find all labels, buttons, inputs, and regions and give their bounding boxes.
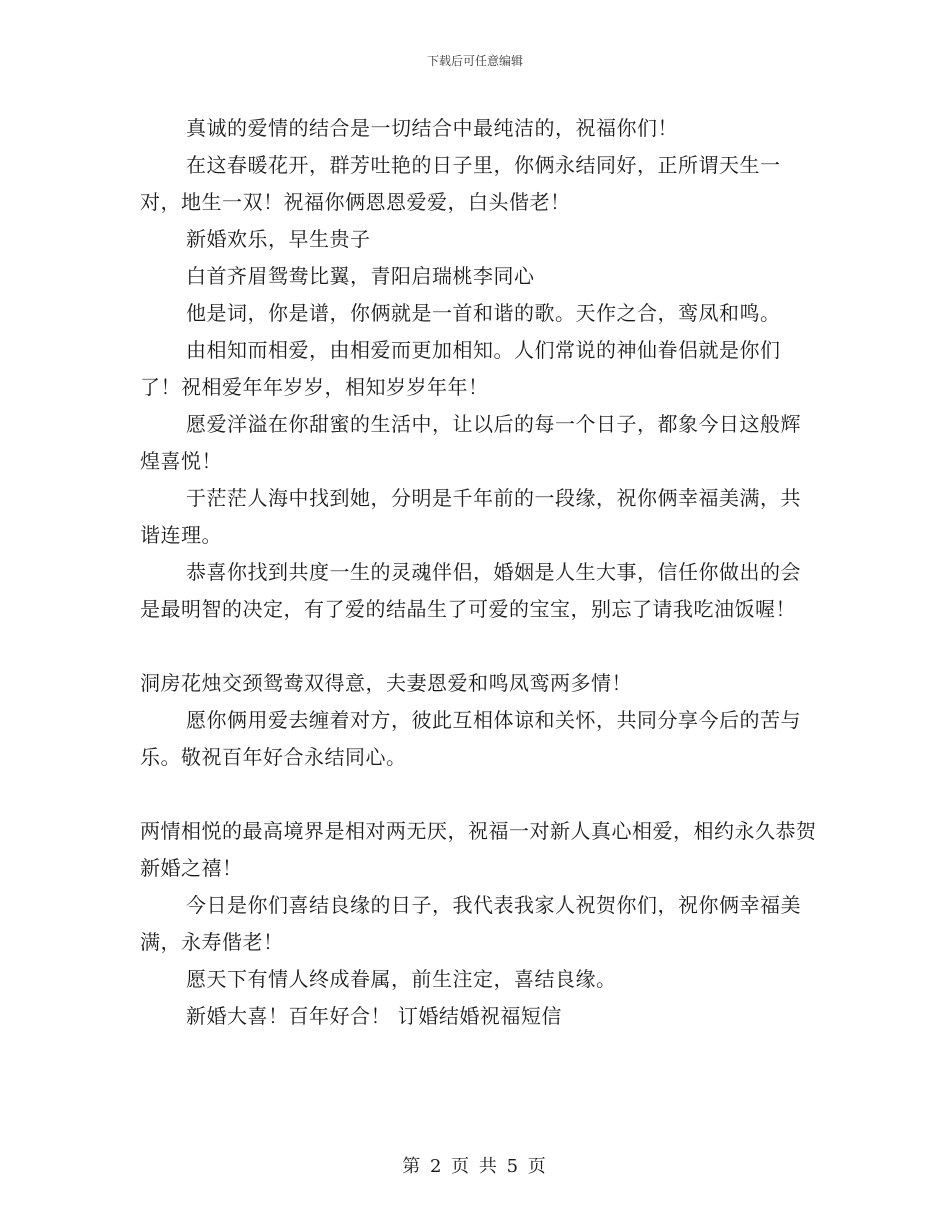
paragraph: 愿你俩用爱去缠着对方，彼此互相体谅和关怀，共同分享今后的苦与乐。敬祝百年好合永结同心。 bbox=[140, 708, 801, 769]
paragraph: 愿爱洋溢在你甜蜜的生活中，让以后的每一个日子，都象今日这般辉煌喜悦！ bbox=[140, 412, 801, 473]
paragraph: 由相知而相爱，由相爱而更加相知。人们常说的神仙眷侣就是你们了！祝相爱年年岁岁，相知岁岁年年！ bbox=[140, 338, 781, 399]
paragraph: 恭喜你找到共度一生的灵魂伴侣，婚姻是人生大事，信任你做出的会是最明智的决定，有了爱的结晶生了可爱的宝宝，别忘了请我吃油饭喔！ bbox=[140, 560, 801, 621]
paragraph: 今日是你们喜结良缘的日子，我代表我家人祝贺你们，祝你俩幸福美满，永寿偕老！ bbox=[140, 893, 801, 954]
paragraph: 真诚的爱情的结合是一切结合中最纯洁的，祝福你们！ bbox=[186, 116, 678, 140]
blank-line bbox=[140, 628, 820, 665]
paragraph: 白首齐眉鸳鸯比翼，青阳启瑞桃李同心 bbox=[186, 264, 535, 288]
paragraph: 愿天下有情人终成眷属，前生注定，喜结良缘。 bbox=[186, 967, 617, 991]
paragraph: 在这春暖花开，群芳吐艳的日子里，你俩永结同好，正所谓天生一对，地生一双！祝福你俩恩恩爱爱，白头偕老！ bbox=[140, 153, 781, 214]
paragraph: 新婚大喜！百年好合！ 订婚结婚祝福短信 bbox=[186, 1004, 562, 1028]
page-header: 下载后可任意编辑 bbox=[426, 54, 523, 68]
blank-line bbox=[140, 776, 820, 813]
paragraph: 两情相悦的最高境界是相对两无厌，祝福一对新人真心相爱，相约永久恭贺新婚之禧！ bbox=[140, 819, 817, 880]
page-footer: 第 2 页 共 5 页 bbox=[402, 1156, 548, 1177]
paragraph: 于茫茫人海中找到她，分明是千年前的一段缘，祝你俩幸福美满，共谐连理。 bbox=[140, 486, 801, 547]
paragraph: 新婚欢乐，早生贵子 bbox=[186, 227, 371, 251]
paragraph: 他是词，你是谱，你俩就是一首和谐的歌。天作之合，鸾凤和鸣。 bbox=[186, 301, 781, 325]
paragraph: 洞房花烛交颈鸳鸯双得意，夫妻恩爱和鸣凤鸾两多情！ bbox=[140, 671, 632, 695]
document-body bbox=[140, 110, 820, 1035]
